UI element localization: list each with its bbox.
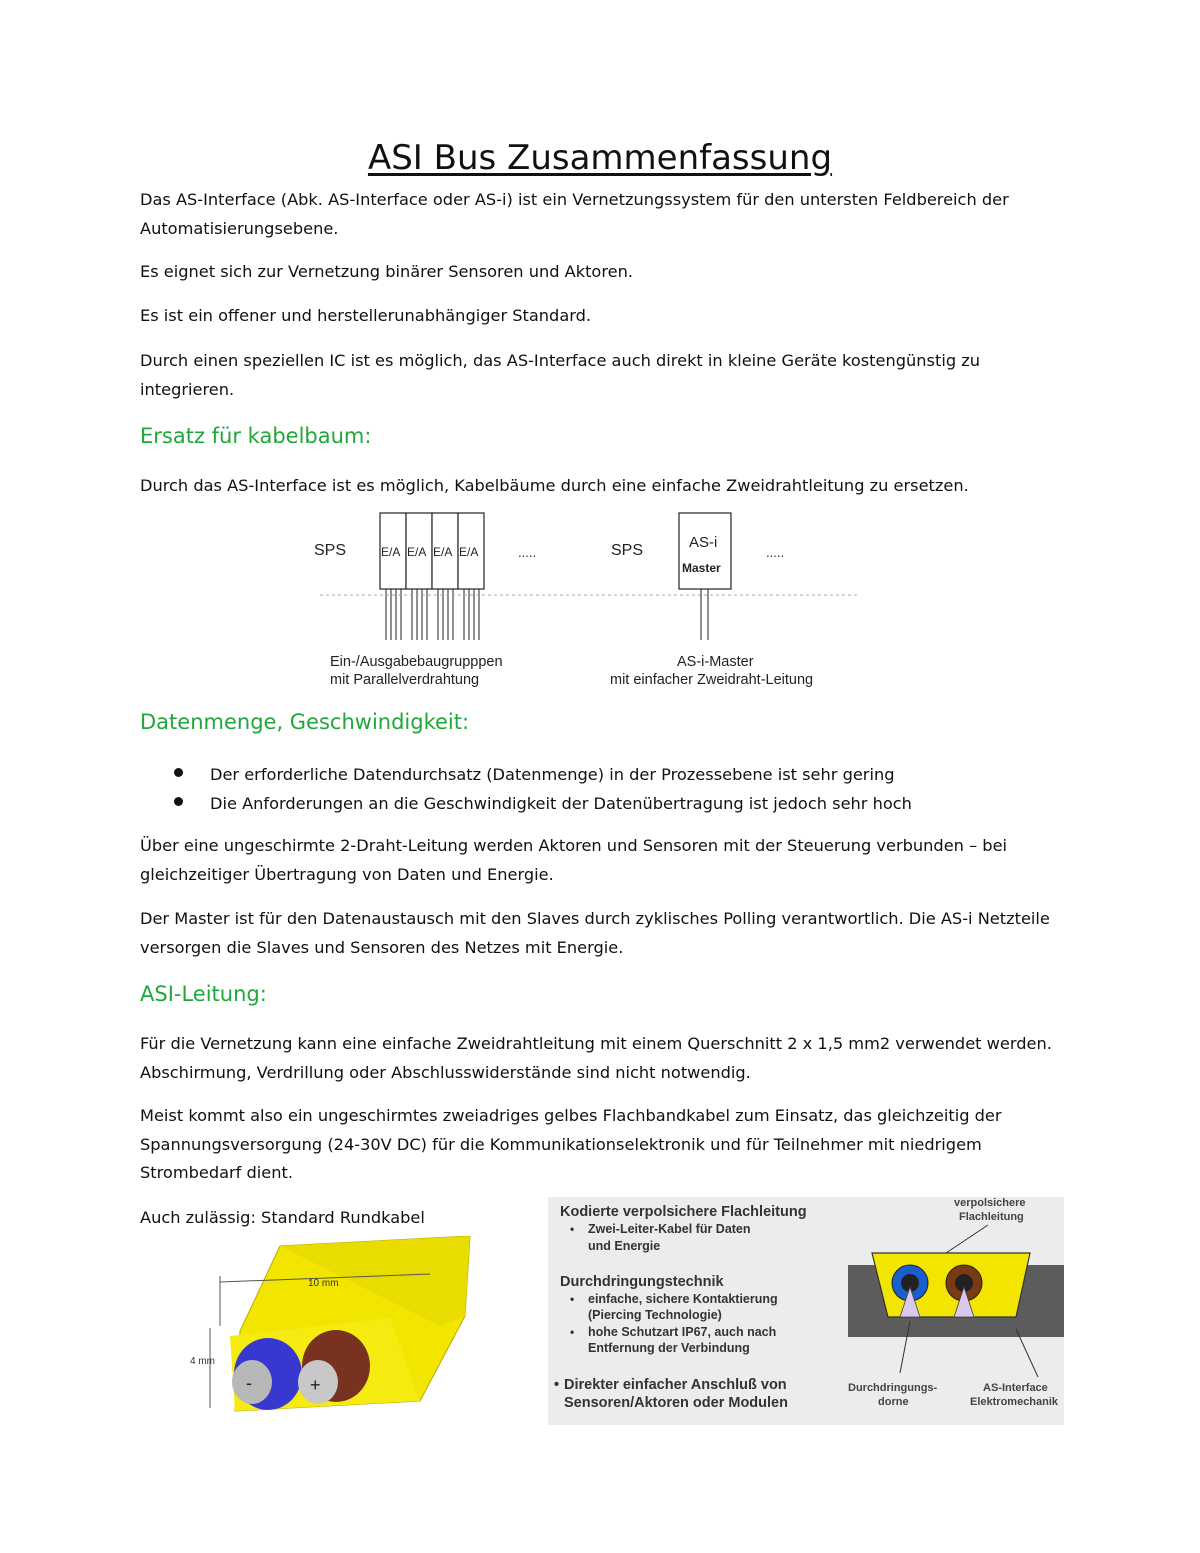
label-flachleitung: Flachleitung (959, 1211, 1024, 1223)
asi-master-box (679, 513, 731, 589)
leitung-paragraph-3: Auch zulässig: Standard Rundkabel (140, 1208, 425, 1227)
heading-datenmenge: Datenmenge, Geschwindigkeit: (140, 710, 470, 734)
info-bullet-icon: • (570, 1222, 575, 1236)
intro-paragraph-1: Das AS-Interface (Abk. AS-Interface oder AS-i) ist ein Vernetzungssystem für den untersten Feldbereich der Automatisierungsebene. (140, 190, 1009, 238)
width-label: 10 mm (308, 1278, 339, 1289)
intro-paragraph-3: Es ist ein offener und herstellerunabhängiger Standard. (140, 306, 592, 325)
info-bullet-1b: und Energie (588, 1239, 661, 1253)
info-bullet-icon: • (570, 1292, 575, 1306)
page-title: ASI Bus Zusammenfassung (367, 138, 833, 178)
info-bullet-2b: (Piercing Technologie) (588, 1308, 722, 1322)
bullet-icon (174, 797, 183, 806)
datenmenge-paragraph-1: Über eine ungeschirmte 2-Draht-Leitung werden Aktoren und Sensoren mit der Steuerung verbunden – bei gleichzeitiger Übertragung von Daten und Energie. (140, 836, 1008, 884)
label-as-interface: AS-Interface (983, 1382, 1048, 1394)
heading-asi-leitung: ASI-Leitung: (140, 982, 267, 1006)
info-heading-1: Kodierte verpolsichere Flachleitung (560, 1204, 807, 1220)
info-heading-3a: Direkter einfacher Anschluß von (564, 1377, 787, 1393)
info-bullet-2a: einfache, sichere Kontaktierung (588, 1292, 778, 1306)
kabelbaum-paragraph: Durch das AS-Interface ist es möglich, Kabelbäume durch eine einfache Zweidrahtleitung zu ersetzen. (140, 476, 969, 495)
wiring-diagram (300, 505, 860, 695)
caption-left-1: Ein-/Ausgabebaugrupppen (330, 654, 503, 670)
caption-left-2: mit Parallelverdrahtung (330, 672, 480, 688)
caption-right-2: mit einfacher Zweidraht-Leitung (610, 672, 814, 688)
info-bullet-3a: hohe Schutzart IP67, auch nach (588, 1325, 777, 1339)
leitung-paragraph-2: Meist kommt also ein ungeschirmtes zweiadriges gelbes Flachbandkabel zum Einsatz, das gleichzeitig der Spannungsversorgung (24-30V DC) für die Kommunikationselektronik und für Teilnehmer mit niedrigem Strombedarf dient. (140, 1106, 1002, 1182)
label-elektromechanik: Elektromechanik (970, 1396, 1059, 1408)
asi-cable-info-graphic (548, 1197, 1064, 1425)
intro-paragraph-2: Es eignet sich zur Vernetzung binärer Sensoren und Aktoren. (140, 262, 633, 281)
diagram-dots-left: ..... (518, 545, 537, 560)
ea-label-1: E/A (381, 545, 401, 559)
info-bullet-3b: Entfernung der Verbindung (588, 1341, 750, 1355)
diagram-dots-right: ..... (766, 545, 785, 560)
flat-cable-illustration (190, 1236, 480, 1426)
info-bullet-icon: • (570, 1325, 575, 1339)
blue-core (232, 1360, 272, 1404)
heading-kabelbaum: Ersatz für kabelbaum: (140, 424, 372, 448)
info-bullet-1a: Zwei-Leiter-Kabel für Daten (588, 1222, 751, 1236)
ea-label-3: E/A (433, 545, 453, 559)
diagram-sps-right: SPS (611, 542, 644, 559)
list-item (140, 789, 1060, 818)
minus-sign: - (246, 1373, 252, 1393)
label-verpolsichere: verpolsichere (954, 1197, 1026, 1209)
leitung-paragraph-1: Für die Vernetzung kann eine einfache Zweidrahtleitung mit einem Querschnitt 2 x 1,5 mm2 verwendet werden. Abschirmung, Verdrillung oder Abschlusswiderstände sind nicht notwendig. (140, 1034, 1052, 1082)
ea-label-4: E/A (459, 545, 479, 559)
height-label: 4 mm (190, 1356, 215, 1367)
bullet-text-1: Der erforderliche Datendurchsatz (Datenmenge) in der Prozessebene ist sehr gering (210, 765, 895, 784)
master-label: Master (682, 561, 721, 575)
label-dorne: dorne (878, 1396, 909, 1408)
datenmenge-paragraph-2: Der Master ist für den Datenaustausch mit den Slaves durch zyklisches Polling verantwortlich. Die AS-i Netzteile versorgen die Slaves und Sensoren des Netzes mit Energie. (140, 909, 1050, 957)
bullet-icon (174, 768, 183, 777)
ea-label-2: E/A (407, 545, 427, 559)
datenmenge-bullet-list (140, 760, 1060, 818)
ea-modules (380, 513, 484, 640)
bullet-text-2: Die Anforderungen an die Geschwindigkeit der Datenübertragung ist jedoch sehr hoch (210, 794, 912, 813)
info-heading-3b: Sensoren/Aktoren oder Modulen (564, 1395, 788, 1411)
plus-sign: + (310, 1375, 321, 1395)
asi-label: AS-i (689, 534, 718, 551)
label-durchdringungs: Durchdringungs- (848, 1382, 938, 1394)
diagram-sps-left: SPS (314, 542, 347, 559)
list-item (140, 760, 1060, 789)
intro-paragraph-4: Durch einen speziellen IC ist es möglich, das AS-Interface auch direkt in kleine Geräte kostengünstig zu integrieren. (140, 351, 981, 399)
info-heading-2: Durchdringungstechnik (560, 1274, 724, 1290)
caption-right-1: AS-i-Master (677, 654, 754, 670)
info-bullet-icon: • (554, 1377, 560, 1393)
